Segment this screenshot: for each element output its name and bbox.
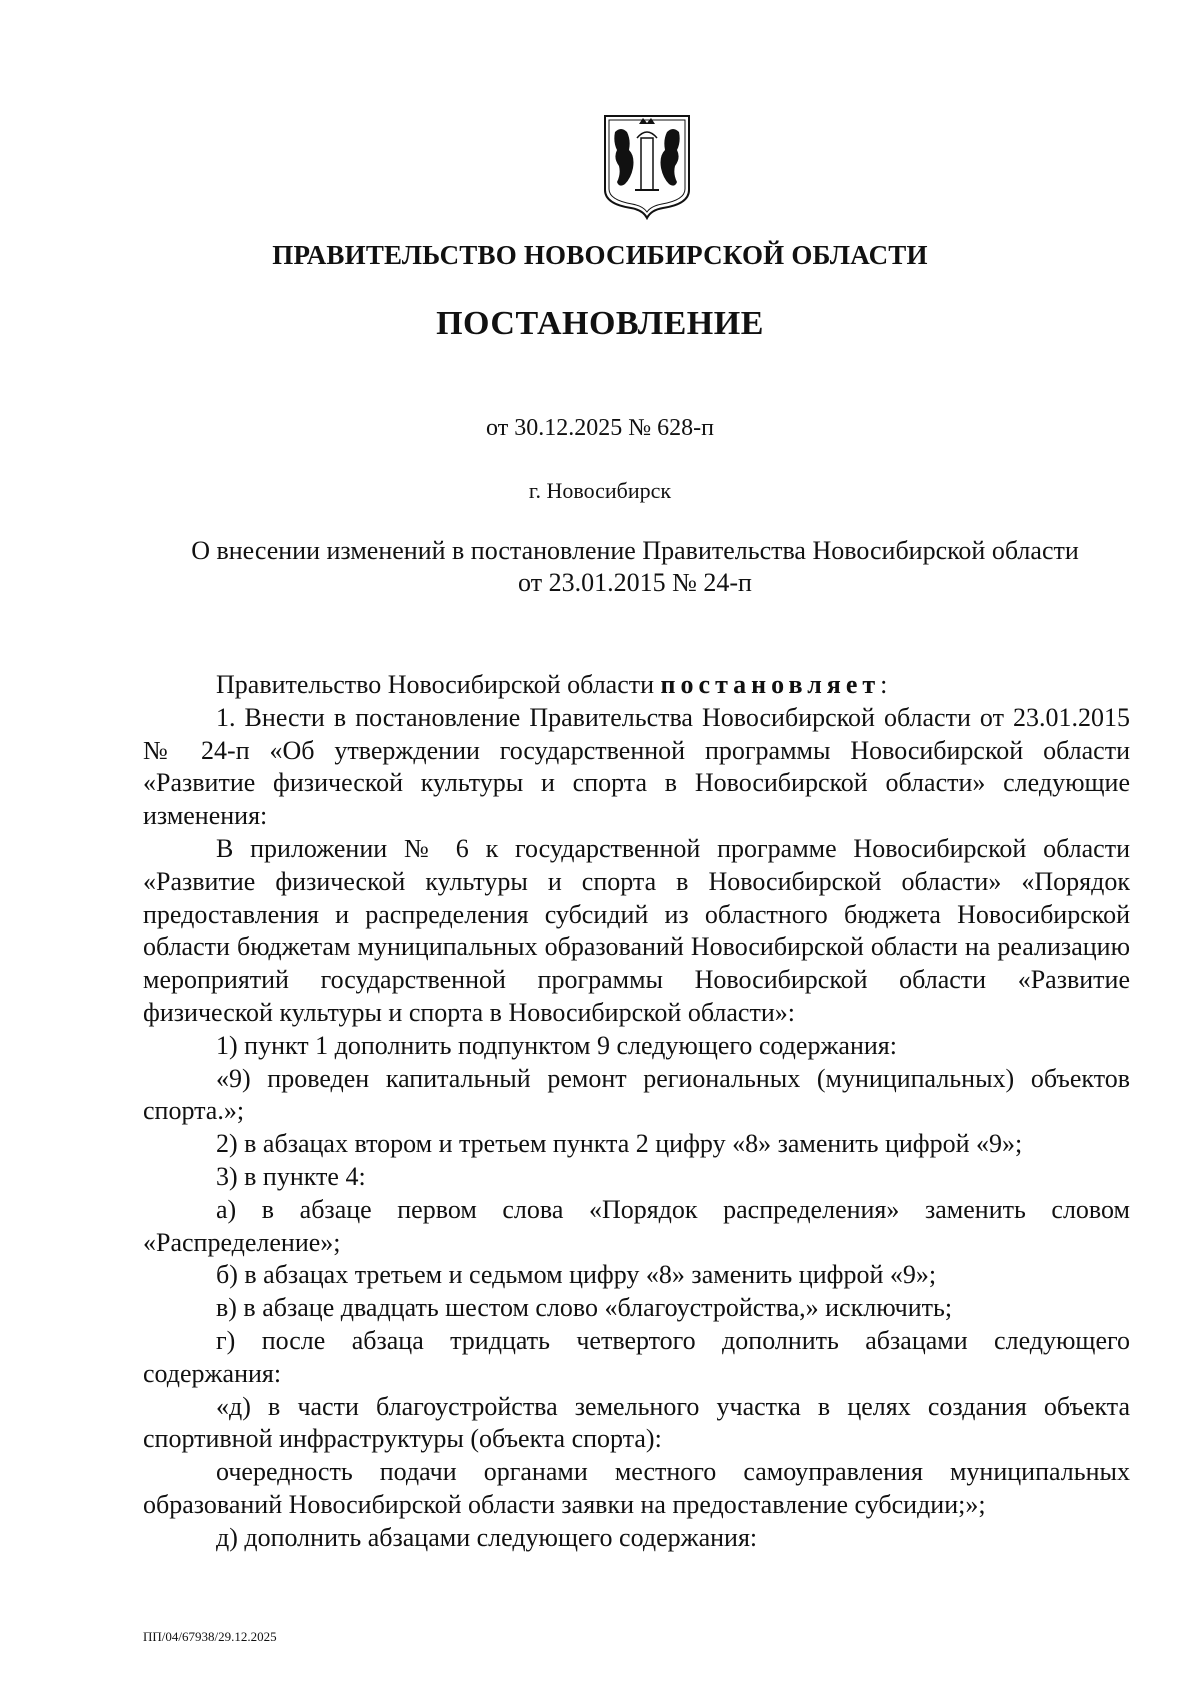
intro-paragraph (143, 669, 1130, 702)
body-paragraph: г) после абзаца тридцать четвертого дополнить абзацами следующего содержания: (143, 1325, 1130, 1388)
intro-suffix: : (880, 670, 888, 699)
body-paragraph: 1) пункт 1 дополнить подпунктом 9 следующего содержания: (216, 1030, 897, 1060)
body-paragraph: В приложении № 6 к государственной программе Новосибирской области «Развитие физической культуры и спорта в Новосибирской области» «Порядок предоставления и распределения субсидий из областного бюджета Новосибирской области бюджетам муниципальных образований Новосибирской области на реализацию мероприятий государственной программы Новосибирской области «Развитие физической культуры и спорта в Новосибирской области»: (143, 833, 1130, 1027)
intro-verb: постановляет (660, 670, 881, 699)
subject-line-2: от 23.01.2015 № 24-п (518, 568, 752, 597)
organization-title: ПРАВИТЕЛЬСТВО НОВОСИБИРСКОЙ ОБЛАСТИ (272, 240, 928, 270)
body-paragraph: а) в абзаце первом слова «Порядок распределения» заменить словом «Распределение»; (143, 1194, 1130, 1257)
body-paragraph: в) в абзаце двадцать шестом слово «благоустройства,» исключить; (216, 1293, 953, 1323)
body-paragraph: 3) в пункте 4: (216, 1161, 366, 1191)
intro-prefix: Правительство Новосибирской области (216, 670, 661, 699)
body-paragraph: «д) в части благоустройства земельного участка в целях создания объекта спортивной инфраструктуры (объекта спорта): (143, 1391, 1130, 1454)
subject-line-1: О внесении изменений в постановление Правительства Новосибирской области (191, 536, 1079, 565)
document-date-number: от 30.12.2025 № 628-п (486, 415, 714, 441)
coat-of-arms-icon (601, 112, 693, 220)
document-type: ПОСТАНОВЛЕНИЕ (436, 305, 764, 342)
document-body (143, 669, 1130, 1555)
document-registration-code: ПП/04/67938/29.12.2025 (143, 1629, 277, 1644)
document-subject (140, 535, 1130, 599)
body-paragraph: «9) проведен капитальный ремонт региональных (муниципальных) объектов спорта.»; (143, 1063, 1130, 1126)
body-paragraph: 2) в абзацах втором и третьем пункта 2 цифру «8» заменить цифрой «9»; (216, 1129, 1023, 1159)
document-city: г. Новосибирск (528, 478, 672, 503)
body-paragraph: очередность подачи органами местного самоуправления муниципальных образований Новосибирской области заявки на предоставление субсидии;»; (143, 1457, 1130, 1519)
body-paragraph: д) дополнить абзацами следующего содержания: (216, 1522, 758, 1552)
body-paragraph: б) в абзацах третьем и седьмом цифру «8» заменить цифрой «9»; (216, 1260, 937, 1290)
body-paragraph: 1. Внести в постановление Правительства Новосибирской области от 23.01.2015 № 24-п «Об утверждении государственной программы Новосибирской области «Развитие физической культуры и спорта в Новосибирской области» следующие изменения: (143, 702, 1130, 831)
